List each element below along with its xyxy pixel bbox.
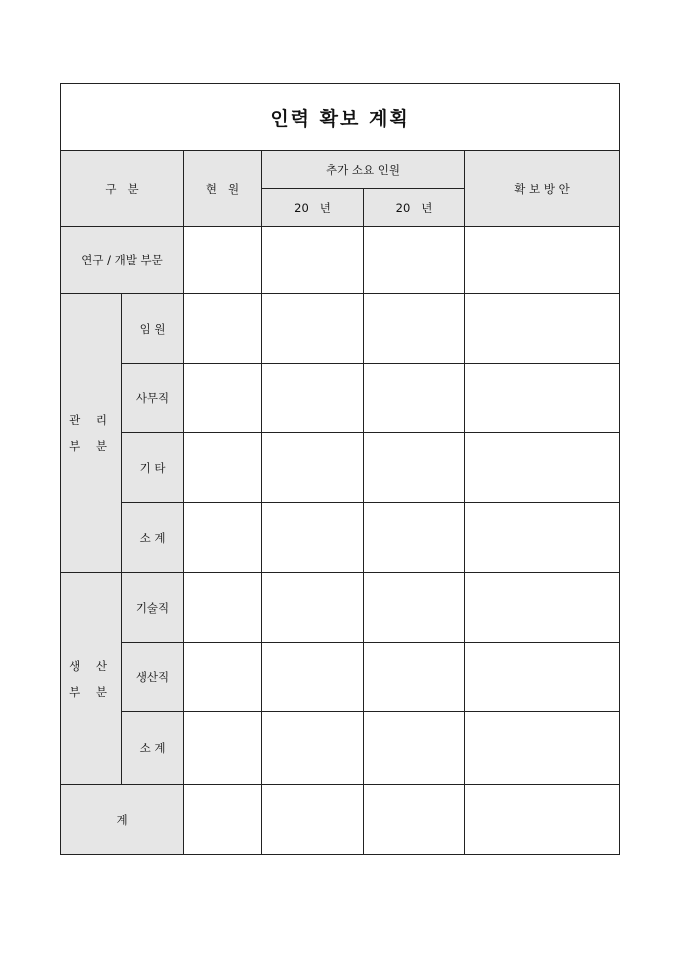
cell-mgmt-other-plan[interactable] xyxy=(465,433,620,503)
cell-prod-line-current[interactable] xyxy=(184,643,262,712)
cell-total-year1[interactable] xyxy=(262,785,364,855)
cell-prod-tech-plan[interactable] xyxy=(465,573,620,643)
header-plan: 확 보 방 안 xyxy=(465,151,620,227)
cell-mgmt-other-current[interactable] xyxy=(184,433,262,503)
header-year-2: 20 년 xyxy=(364,189,465,227)
cell-mgmt-other-year1[interactable] xyxy=(262,433,364,503)
cell-total-year2[interactable] xyxy=(364,785,465,855)
cell-mgmt-exec-plan[interactable] xyxy=(465,294,620,364)
cell-prod-line-year2[interactable] xyxy=(364,643,465,712)
header-category: 구 분 xyxy=(61,151,184,227)
group-label-production-line2: 부 분 xyxy=(69,684,113,699)
cell-mgmt-office-current[interactable] xyxy=(184,364,262,433)
cell-research-year2[interactable] xyxy=(364,227,465,294)
row-label-prod-subtotal: 소 계 xyxy=(122,712,184,785)
cell-research-plan[interactable] xyxy=(465,227,620,294)
cell-prod-tech-year1[interactable] xyxy=(262,573,364,643)
cell-prod-subtotal-plan[interactable] xyxy=(465,712,620,785)
cell-prod-subtotal-year2[interactable] xyxy=(364,712,465,785)
cell-prod-subtotal-year1[interactable] xyxy=(262,712,364,785)
cell-research-year1[interactable] xyxy=(262,227,364,294)
header-current: 현 원 xyxy=(184,151,262,227)
cell-prod-tech-year2[interactable] xyxy=(364,573,465,643)
cell-prod-line-year1[interactable] xyxy=(262,643,364,712)
cell-mgmt-subtotal-plan[interactable] xyxy=(465,503,620,573)
manpower-plan-sheet xyxy=(60,83,619,855)
manpower-plan-table xyxy=(60,83,620,855)
cell-prod-tech-current[interactable] xyxy=(184,573,262,643)
header-additional: 추가 소요 인원 xyxy=(262,151,465,189)
row-label-prod-line: 생산직 xyxy=(122,643,184,712)
cell-mgmt-subtotal-year1[interactable] xyxy=(262,503,364,573)
group-label-management-line1: 관 리 xyxy=(69,413,113,427)
cell-mgmt-subtotal-year2[interactable] xyxy=(364,503,465,573)
cell-mgmt-office-year1[interactable] xyxy=(262,364,364,433)
cell-total-current[interactable] xyxy=(184,785,262,855)
table-title: 인력 확보 계획 xyxy=(61,84,620,151)
group-label-production xyxy=(61,573,122,785)
cell-mgmt-office-plan[interactable] xyxy=(465,364,620,433)
cell-mgmt-exec-year1[interactable] xyxy=(262,294,364,364)
row-label-mgmt-office: 사무직 xyxy=(122,364,184,433)
cell-mgmt-subtotal-current[interactable] xyxy=(184,503,262,573)
group-label-production-line1: 생 산 xyxy=(69,658,113,673)
cell-prod-line-plan[interactable] xyxy=(465,643,620,712)
cell-mgmt-office-year2[interactable] xyxy=(364,364,465,433)
cell-prod-subtotal-current[interactable] xyxy=(184,712,262,785)
cell-research-current[interactable] xyxy=(184,227,262,294)
row-label-mgmt-subtotal: 소 계 xyxy=(122,503,184,573)
group-label-management xyxy=(61,294,122,573)
cell-mgmt-other-year2[interactable] xyxy=(364,433,465,503)
cell-mgmt-exec-current[interactable] xyxy=(184,294,262,364)
cell-total-plan[interactable] xyxy=(465,785,620,855)
row-label-total: 계 xyxy=(61,785,184,855)
group-label-management-line2: 부 분 xyxy=(69,439,113,453)
row-label-mgmt-other: 기 타 xyxy=(122,433,184,503)
cell-mgmt-exec-year2[interactable] xyxy=(364,294,465,364)
header-year-1: 20 년 xyxy=(262,189,364,227)
row-label-mgmt-exec: 임 원 xyxy=(122,294,184,364)
row-label-research: 연구 / 개발 부문 xyxy=(61,227,184,294)
row-label-prod-tech: 기술직 xyxy=(122,573,184,643)
